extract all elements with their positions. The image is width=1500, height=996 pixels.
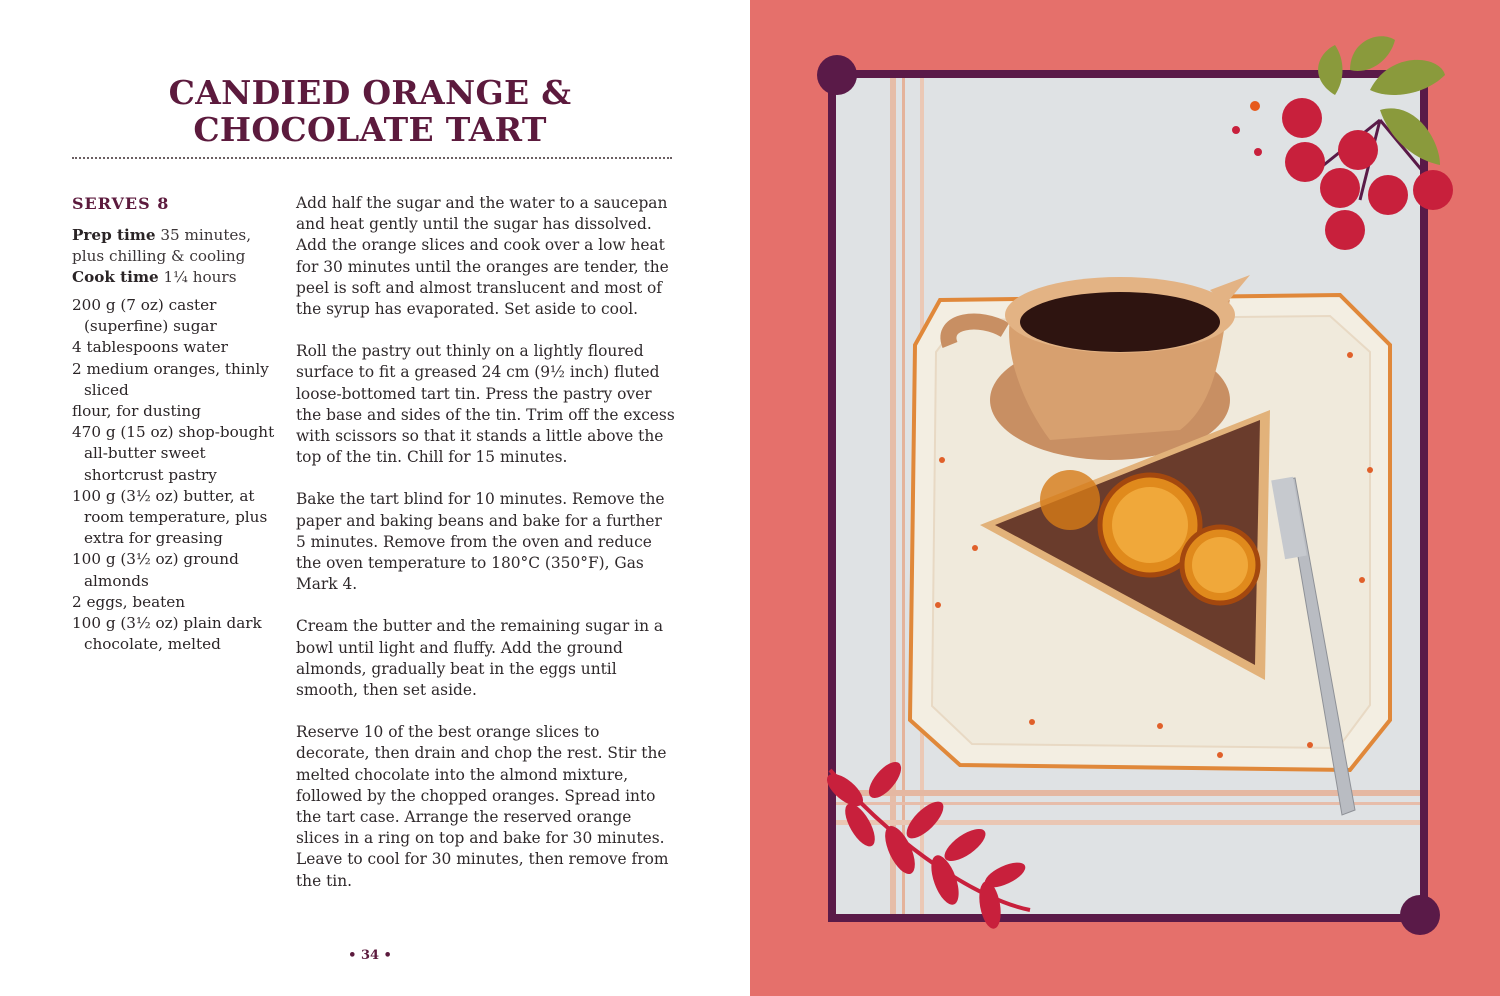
- cook-time: [72, 267, 287, 288]
- prep-time-value: 35 minutes,: [160, 226, 252, 244]
- serves-heading: SERVES 8: [72, 194, 170, 213]
- cook-time-value: 1¼ hours: [163, 268, 237, 286]
- ingredient-item: 100 g (3½ oz) plain dark chocolate, melted: [72, 614, 262, 654]
- ingredient-item: 100 g (3½ oz) ground almonds: [72, 550, 239, 590]
- cook-time-label: Cook time: [72, 268, 159, 286]
- frame-corner-dot-bottom: [1400, 895, 1440, 935]
- method-step: Roll the pastry out thinly on a lightly floured surface to fit a greased 24 cm (9½ inch) fluted loose-bottomed tart tin. Press the pastry over the base and sides of the tin. Trim off the excess with scissors so that it stands a little above the top of the tin. Chill for 15 minutes.: [296, 342, 675, 467]
- title-line-2: CHOCOLATE TART: [193, 110, 547, 149]
- ingredient-item: 2 eggs, beaten: [72, 592, 186, 611]
- method-step: Add half the sugar and the water to a saucepan and heat gently until the sugar has dissolved. Add the orange slices and cook over a low heat for 30 minutes until the oranges are tender, the peel is soft and almost translucent and most of the syrup has evaporated. Set aside to cool.: [296, 194, 669, 319]
- ingredient-item: 200 g (7 oz) caster (superfine) sugar: [72, 296, 217, 336]
- prep-time: [72, 225, 287, 246]
- method-step: Reserve 10 of the best orange slices to decorate, then drain and chop the rest. Stir the melted chocolate into the almond mixture, followed by the chopped oranges. Spread into the tart case. Arrange the reserved orange slices in a ring on top and bake for 30 minutes. Leave to cool for 30 minutes, then remove from the tin.: [296, 723, 669, 890]
- frame-corner-dot-top: [817, 55, 857, 95]
- photo-page: [750, 0, 1500, 996]
- ingredient-item: 2 medium oranges, thinly sliced: [72, 359, 269, 399]
- ingredient-list: [72, 295, 287, 655]
- dotted-divider: [72, 157, 672, 159]
- ingredient-item: 4 tablespoons water: [72, 338, 228, 357]
- ingredient-item: flour, for dusting: [72, 402, 201, 421]
- page-number: • 34 •: [348, 948, 392, 963]
- tart-photo-illustration: [750, 0, 1500, 996]
- recipe-title: [70, 74, 670, 148]
- ingredient-item: 470 g (15 oz) shop-bought all-butter sweet shortcrust pastry: [72, 423, 275, 484]
- method-column: [296, 193, 676, 913]
- method-step: Cream the butter and the remaining sugar in a bowl until light and fluffy. Add the ground almonds, gradually beat in the eggs until smooth, then set aside.: [296, 617, 664, 700]
- ingredient-item: 100 g (3½ oz) butter, at room temperature, plus extra for greasing: [72, 486, 268, 548]
- timings: [72, 225, 287, 288]
- method-step: Bake the tart blind for 10 minutes. Remove the paper and baking beans and bake for a further 5 minutes. Remove from the oven and reduce the oven temperature to 180°C (350°F), Gas Mark 4.: [296, 490, 665, 594]
- prep-time-label: Prep time: [72, 226, 156, 244]
- title-line-1: CANDIED ORANGE &: [168, 73, 572, 112]
- prep-time-extra: plus chilling & cooling: [72, 247, 246, 265]
- ingredients-column: [72, 193, 287, 655]
